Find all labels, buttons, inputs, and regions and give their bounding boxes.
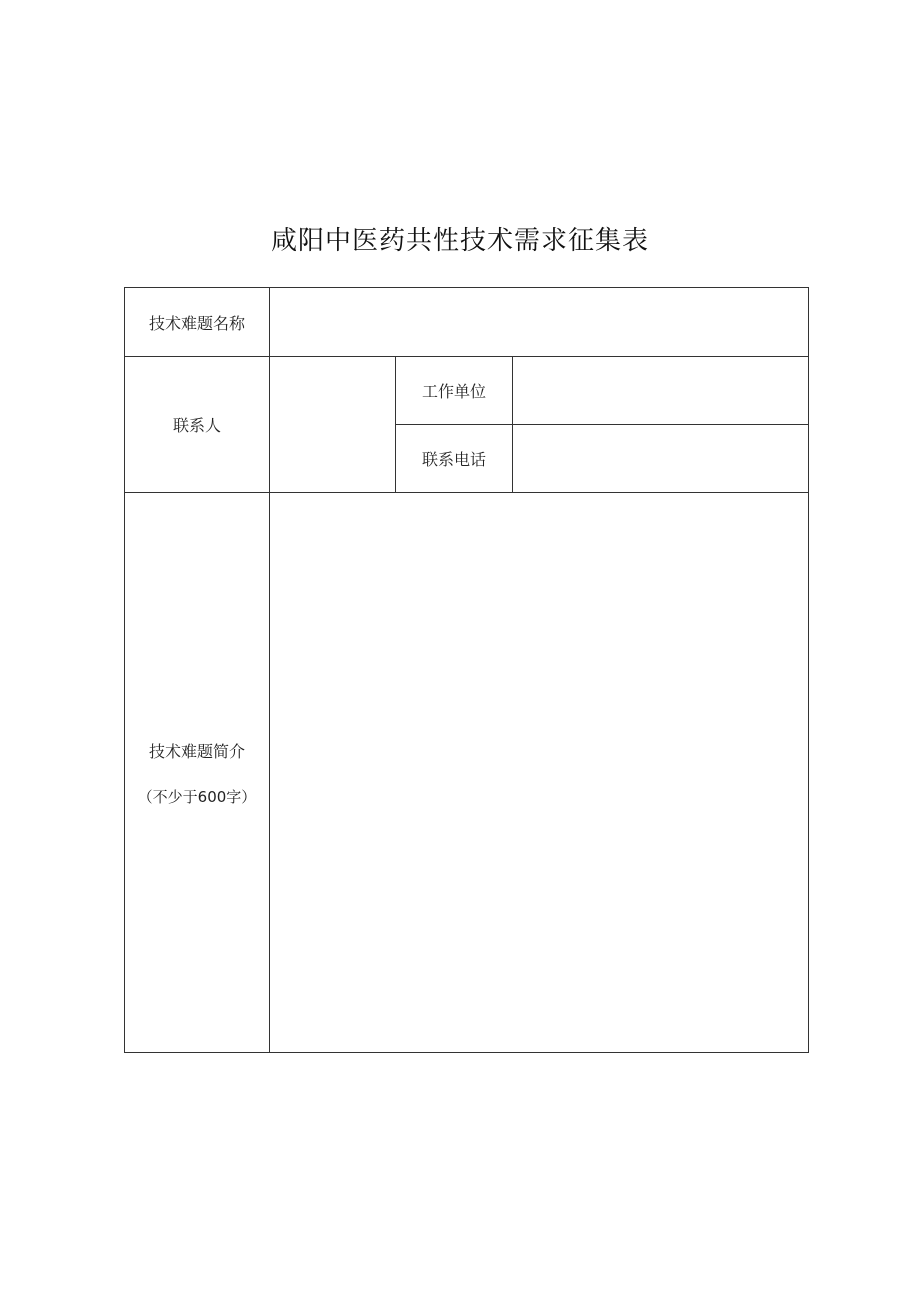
demand-form-table	[124, 287, 809, 1053]
work-unit-label: 工作单位	[396, 357, 513, 425]
contact-phone-field[interactable]	[513, 425, 809, 493]
row-tech-problem-intro	[125, 493, 809, 1053]
tech-problem-name-field[interactable]	[270, 288, 809, 357]
tech-problem-intro-note: （不少于600字）	[137, 787, 257, 806]
tech-problem-intro-field[interactable]	[270, 493, 809, 1053]
tech-problem-name-label: 技术难题名称	[125, 288, 270, 357]
contact-person-label: 联系人	[125, 357, 270, 493]
contact-phone-label: 联系电话	[396, 425, 513, 493]
contact-person-field[interactable]	[270, 357, 396, 493]
tech-problem-intro-label: 技术难题简介	[148, 741, 245, 761]
work-unit-field[interactable]	[513, 357, 809, 425]
row-contact-work-unit	[125, 357, 809, 425]
row-tech-problem-name	[125, 288, 809, 357]
tech-problem-intro-label-cell	[125, 493, 270, 1053]
page-title: 咸阳中医药共性技术需求征集表	[270, 226, 649, 256]
